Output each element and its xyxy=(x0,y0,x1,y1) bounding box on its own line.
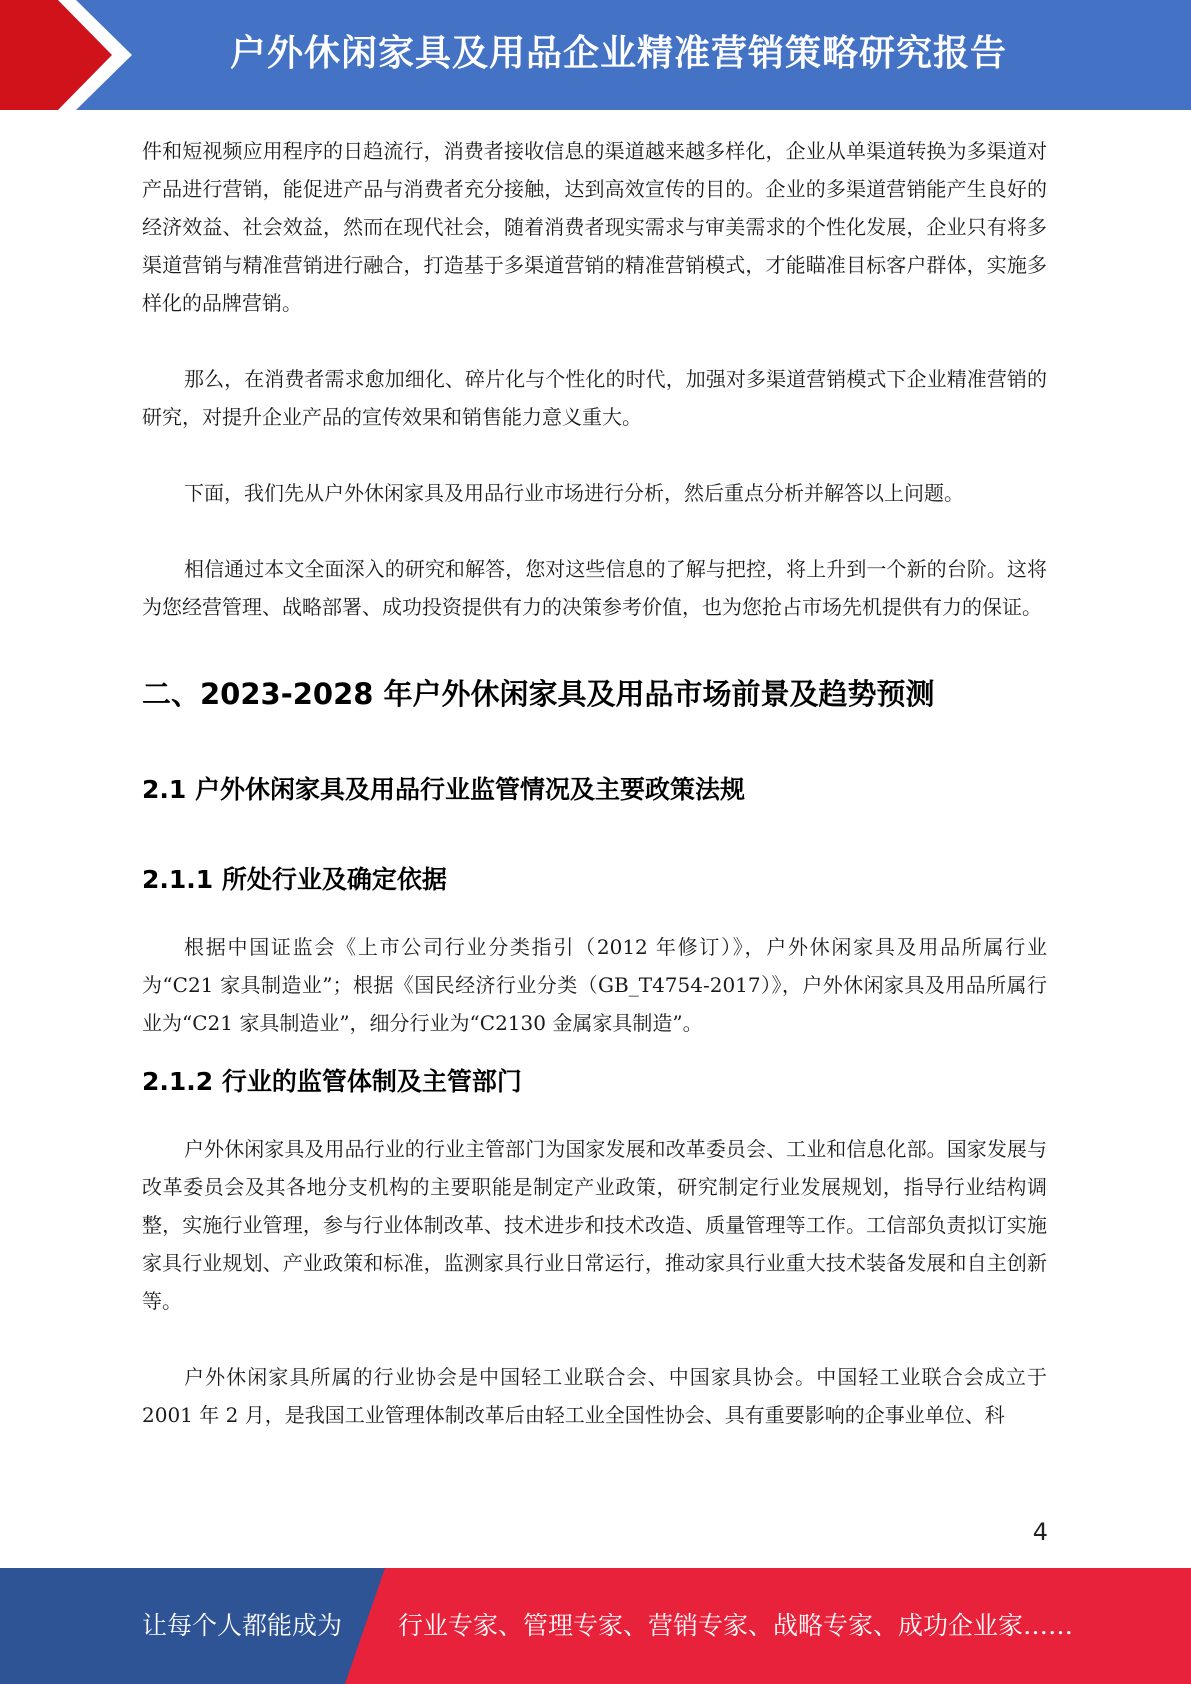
paragraph-1: 件和短视频应用程序的日趋流行，消费者接收信息的渠道越来越多样化，企业从单渠道转换为多渠道对产品进行营销，能促进产品与消费者充分接触，达到高效宣传的目的。企业的多渠道营销能产生良好的经济效益、社会效益，然而在现代社会，随着消费者现实需求与审美需求的个性化发展，企业只有将多渠道营销与精准营销进行融合，打造基于多渠道营销的精准营销模式，才能瞄准目标客户群体，实施多样化的品牌营销。 xyxy=(142,139,1047,315)
paragraph-3: 下面，我们先从户外休闲家具及用品行业市场进行分析，然后重点分析并解答以上问题。 xyxy=(184,481,964,505)
sub-heading-2-1-2: 2.1.2 行业的监管体制及主管部门 xyxy=(142,1067,522,1096)
page-footer xyxy=(0,1568,1191,1684)
footer-slogan-right: 行业专家、管理专家、营销专家、战略专家、成功企业家…… xyxy=(398,1611,1074,1640)
page-number: 4 xyxy=(1032,1518,1048,1546)
paragraph-2: 那么，在消费者需求愈加细化、碎片化与个性化的时代，加强对多渠道营销模式下企业精准营销的研究，对提升企业产品的宣传效果和销售能力意义重大。 xyxy=(142,367,1047,429)
report-title: 户外休闲家具及用品企业精准营销策略研究报告 xyxy=(230,33,1008,74)
paragraph-industry-association: 户外休闲家具所属的行业协会是中国轻工业联合会、中国家具协会。中国轻工业联合会成立于 2001 年 2 月，是我国工业管理体制改革后由轻工业全国性协会、具有重要影响的企事业单位、科 xyxy=(142,1365,1047,1427)
subsection-heading: 2.1 户外休闲家具及用品行业监管情况及主要政策法规 xyxy=(142,775,745,804)
section-heading: 二、2023-2028 年户外休闲家具及用品市场前景及趋势预测 xyxy=(142,677,935,711)
header-chevron-decoration xyxy=(0,0,160,110)
sub-heading-2-1-1: 2.1.1 所处行业及确定依据 xyxy=(142,865,447,894)
paragraph-regulatory-authority: 户外休闲家具及用品行业的行业主管部门为国家发展和改革委员会、工业和信息化部。国家发展与改革委员会及其各地分支机构的主要职能是制定产业政策，研究制定行业发展规划，指导行业结构调整，实施行业管理，参与行业体制改革、技术进步和技术改造、质量管理等工作。工信部负责拟订实施家具行业规划、产业政策和标准，监测家具行业日常运行，推动家具行业重大技术装备发展和自主创新等。 xyxy=(142,1137,1047,1313)
page-content xyxy=(142,132,1047,1434)
paragraph-industry-classification: 根据中国证监会《上市公司行业分类指引（2012 年修订）》，户外休闲家具及用品所属行业为“C21 家具制造业”；根据《国民经济行业分类（GB_T4754-2017）》，户外休闲家具及用品所属行业为“C21 家具制造业”，细分行业为“C2130 金属家具制造”。 xyxy=(142,935,1047,1035)
footer-slogan-left: 让每个人都能成为 xyxy=(142,1611,343,1640)
paragraph-4: 相信通过本文全面深入的研究和解答，您对这些信息的了解与把控，将上升到一个新的台阶。这将为您经营管理、战略部署、成功投资提供有力的决策参考价值，也为您抢占市场先机提供有力的保证。 xyxy=(142,557,1047,619)
page-header xyxy=(0,0,1191,110)
